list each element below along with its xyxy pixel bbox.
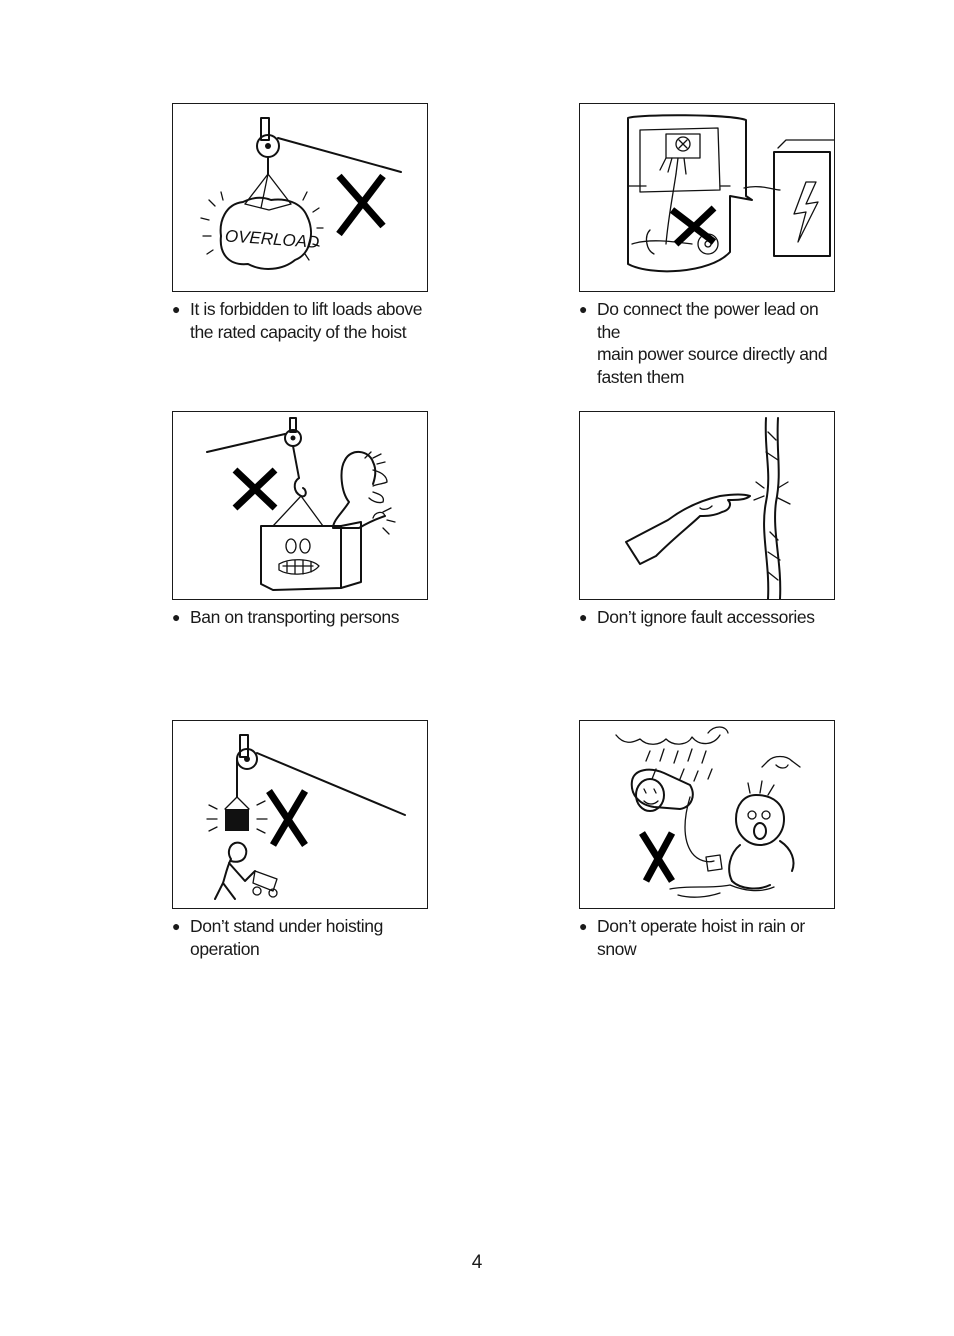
caption-line: Ban on transporting persons: [190, 607, 400, 627]
bullet-icon: ●: [579, 918, 588, 934]
caption-line: main power source directly and: [597, 344, 828, 364]
caption-line: Don’t stand under hoisting operation: [190, 916, 383, 959]
bullet-icon: ●: [172, 301, 181, 317]
overload-label: OVERLOAD: [224, 226, 320, 252]
illustration-transporting-persons: [172, 411, 428, 600]
bullet-icon: ●: [172, 609, 181, 625]
bullet-icon: ●: [172, 918, 181, 934]
fault-accessories-illustration-svg: [580, 412, 834, 599]
warning-caption-transporting-persons: [172, 606, 428, 629]
warning-caption-rain-snow: [579, 915, 835, 960]
warning-panel-rain-snow: [579, 720, 835, 960]
overload-illustration-svg: [173, 104, 427, 291]
illustration-under-hoisting: [172, 720, 428, 909]
page-number: 4: [471, 1252, 483, 1273]
caption-line: Don’t ignore fault accessories: [597, 607, 815, 627]
caption-line: Do connect the power lead on the: [597, 299, 819, 342]
warning-caption-under-hoisting: [172, 915, 428, 960]
illustration-rain-snow: [579, 720, 835, 909]
bullet-icon: ●: [579, 301, 588, 317]
rain-snow-illustration-svg: [580, 721, 834, 908]
power-lead-illustration-svg: [580, 104, 834, 291]
warning-panel-fault-accessories: [579, 411, 835, 629]
caption-line: It is forbidden to lift loads above: [190, 299, 423, 319]
warning-panel-transporting-persons: [172, 411, 428, 629]
illustration-fault-accessories: [579, 411, 835, 600]
illustration-overload: [172, 103, 428, 292]
warning-caption-overload: [172, 298, 428, 343]
caption-line: Don’t operate hoist in rain or snow: [597, 916, 805, 959]
warning-caption-fault-accessories: [579, 606, 835, 629]
transporting-persons-illustration-svg: [173, 412, 427, 599]
warning-panel-under-hoisting: [172, 720, 428, 960]
illustration-power-lead: [579, 103, 835, 292]
warning-panel-power-lead: [579, 103, 835, 388]
caption-line: fasten them: [597, 366, 685, 387]
under-hoisting-illustration-svg: [173, 721, 427, 908]
caption-line: the rated capacity of the hoist: [190, 321, 407, 342]
warning-panel-overload: [172, 103, 428, 343]
bullet-icon: ●: [579, 609, 588, 625]
warning-caption-power-lead: [579, 298, 835, 388]
